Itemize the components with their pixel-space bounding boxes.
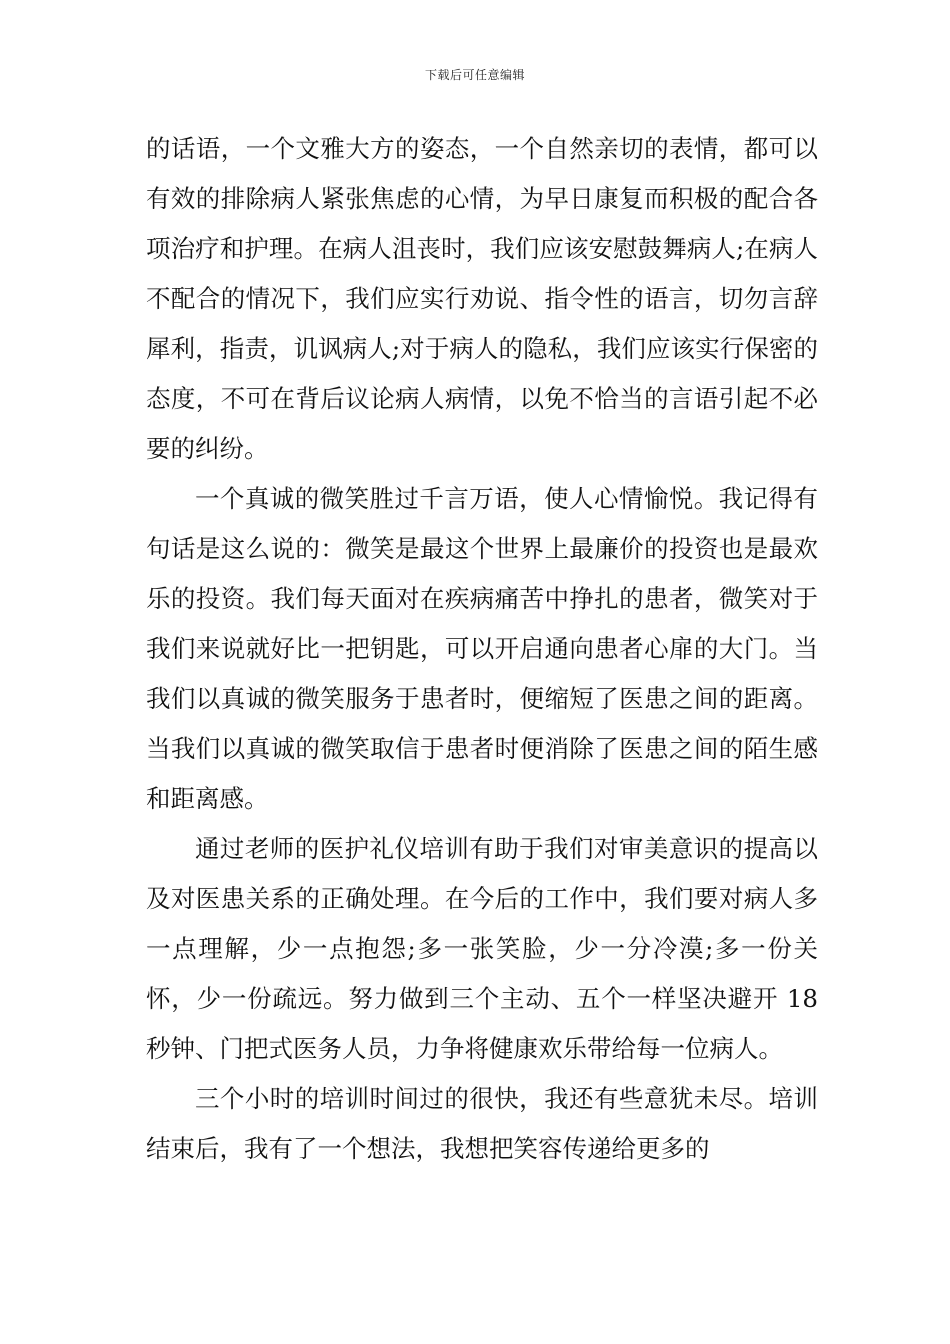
paragraph-conclusion: 三个小时的培训时间过的很快，我还有些意犹未尽。培训结束后，我有了一个想法，我想把笑容传递给更多的 — [146, 1084, 818, 1163]
paragraph-training: 通过老师的医护礼仪培训有助于我们对审美意识的提高以及对医患关系的正确处理。在今后的工作中，我们要对病人多一点理解，少一点抱怨;多一张笑脸，少一分冷漠;多一份关怀，少一份疏远。努力做到三个主动、五个一样坚决避开 18 秒钟、门把式医务人员，力争将健康欢乐带给每一位病人。 — [146, 834, 818, 1063]
paragraph-smile: 一个真诚的微笑胜过千言万语，使人心情愉悦。我记得有句话是这么说的：微笑是最这个世界上最廉价的投资也是最欢乐的投资。我们每天面对在疾病痛苦中挣扎的患者，微笑对于我们来说就好比一把钥匙，可以开启通向患者心扉的大门。当我们以真诚的微笑服务于患者时，便缩短了医患之间的距离。当我们以真诚的微笑取信于患者时便消除了医患之间的陌生感和距离感。 — [146, 484, 818, 813]
page-header: 下载后可任意编辑 — [424, 68, 525, 82]
paragraph-continuation: 的话语，一个文雅大方的姿态，一个自然亲切的表情，都可以有效的排除病人紧张焦虑的心情，为早日康复而积极的配合各项治疗和护理。在病人沮丧时，我们应该安慰鼓舞病人;在病人不配合的情况下，我们应实行劝说、指令性的语言，切勿言辞犀利，指责，讥讽病人;对于病人的隐私，我们应该实行保密的态度，不可在背后议论病人病情，以免不恰当的言语引起不必要的纠纷。 — [146, 134, 818, 463]
document-body — [146, 124, 818, 1174]
